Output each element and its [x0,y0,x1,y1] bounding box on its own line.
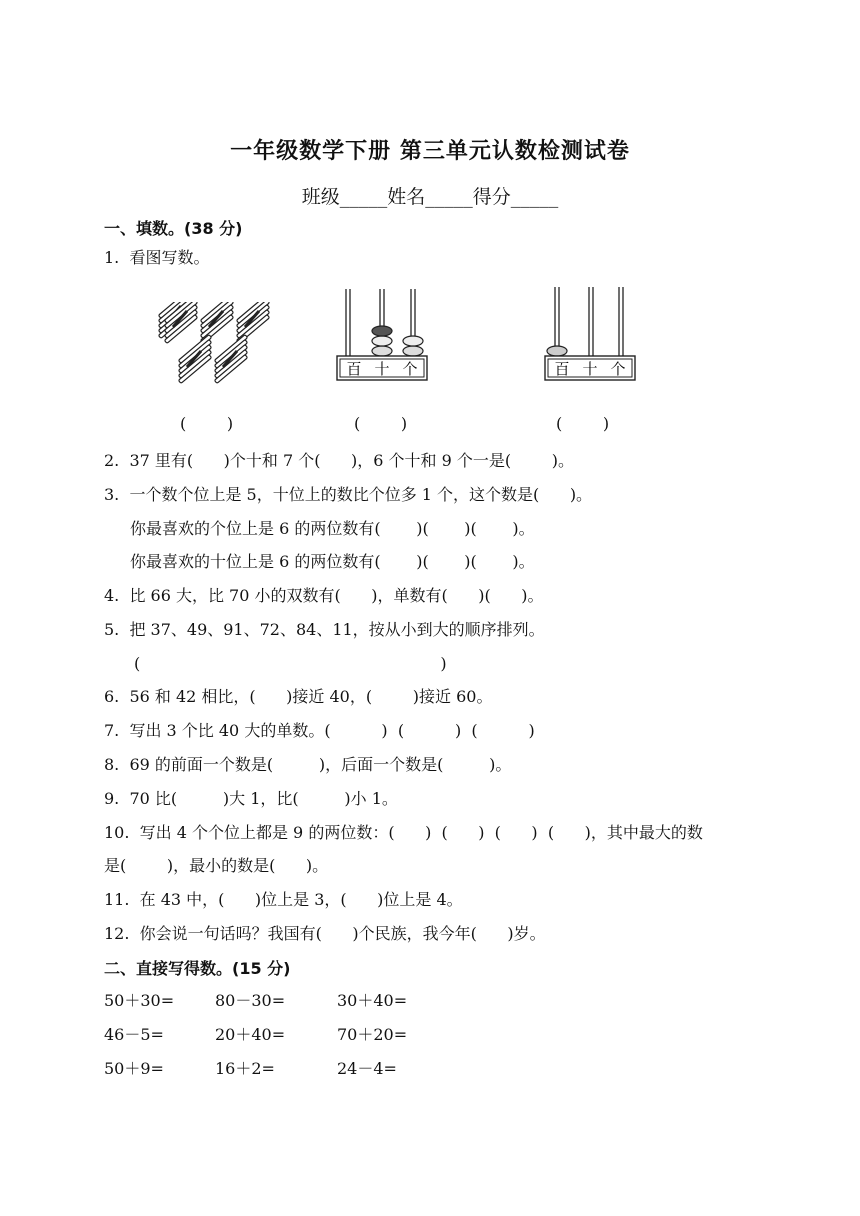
question-12: 12. 你会说一句话吗？我国有( )个民族，我今年( )岁。 [104,924,546,943]
answer-blank-figure-2[interactable]: ( ) [354,414,408,433]
question-9: 9. 70 比( )大 1，比( )小 1。 [104,789,398,808]
section-2-heading: 二、直接写得数。(15 分) [104,959,291,978]
question-1: 1. 看图写数。 [104,248,210,267]
question-7: 7. 写出 3 个比 40 大的单数。( ) ( ) ( ) [104,721,535,740]
question-3: 3. 一个数个位上是 5，十位上的数比个位多 1 个，这个数是( )。 [104,485,593,504]
question-6: 6. 56 和 42 相比，( )接近 40，( )接近 60。 [104,687,493,706]
question-10-line-1: 10. 写出 4 个个位上都是 9 的两位数：( ) ( ) ( ) ( )，其中最大的数 [104,823,703,842]
question-4: 4. 比 66 大，比 70 小的双数有( )，单数有( )( )。 [104,586,544,605]
answer-blank-figure-3[interactable]: ( ) [556,414,610,433]
page-title: 一年级数学下册 第三单元认数检测试卷 [230,139,630,164]
student-info-line: 班级_____姓名_____得分_____ [301,186,559,208]
calc-2-3: 70＋20= [337,1025,408,1044]
calc-1-3: 30＋40= [337,991,408,1010]
abacus-2-label-hundreds: 百 [554,360,570,378]
section-1-heading: 一、填数。(38 分) [104,219,243,238]
question-3a: 你最喜欢的个位上是 6 的两位数有( )( )( )。 [130,519,535,538]
question-8: 8. 69 的前面一个数是( )，后面一个数是( )。 [104,755,512,774]
question-11: 11. 在 43 中，( )位上是 3，( )位上是 4。 [104,890,463,909]
abacus-figure-2 [543,287,639,383]
calc-3-1: 50＋9= [104,1059,164,1078]
question-10-line-2: 是( )，最小的数是( )。 [104,856,329,875]
calc-1-2: 80－30= [215,991,286,1010]
calc-2-1: 46－5= [104,1025,164,1044]
abacus-1-label-tens: 十 [374,360,390,378]
abacus-2-label-ones: 个 [610,360,626,378]
answer-blank-figure-1[interactable]: ( ) [180,414,234,433]
abacus-1-label-ones: 个 [402,360,418,378]
stick-bundles-figure [155,302,280,402]
question-5-answer-blank[interactable]: ( ) [134,654,447,673]
question-5: 5. 把 37、49、91、72、84、11，按从小到大的顺序排列。 [104,620,545,639]
calc-1-1: 50＋30= [104,991,175,1010]
calc-2-2: 20＋40= [215,1025,286,1044]
abacus-2-label-tens: 十 [582,360,598,378]
question-2: 2. 37 里有( )个十和 7 个( )，6 个十和 9 个一是( )。 [104,451,575,470]
abacus-figure-1 [335,287,431,383]
question-3b: 你最喜欢的十位上是 6 的两位数有( )( )( )。 [130,552,535,571]
calc-3-3: 24－4= [337,1059,397,1078]
calc-3-2: 16＋2= [215,1059,275,1078]
abacus-1-label-hundreds: 百 [346,360,362,378]
